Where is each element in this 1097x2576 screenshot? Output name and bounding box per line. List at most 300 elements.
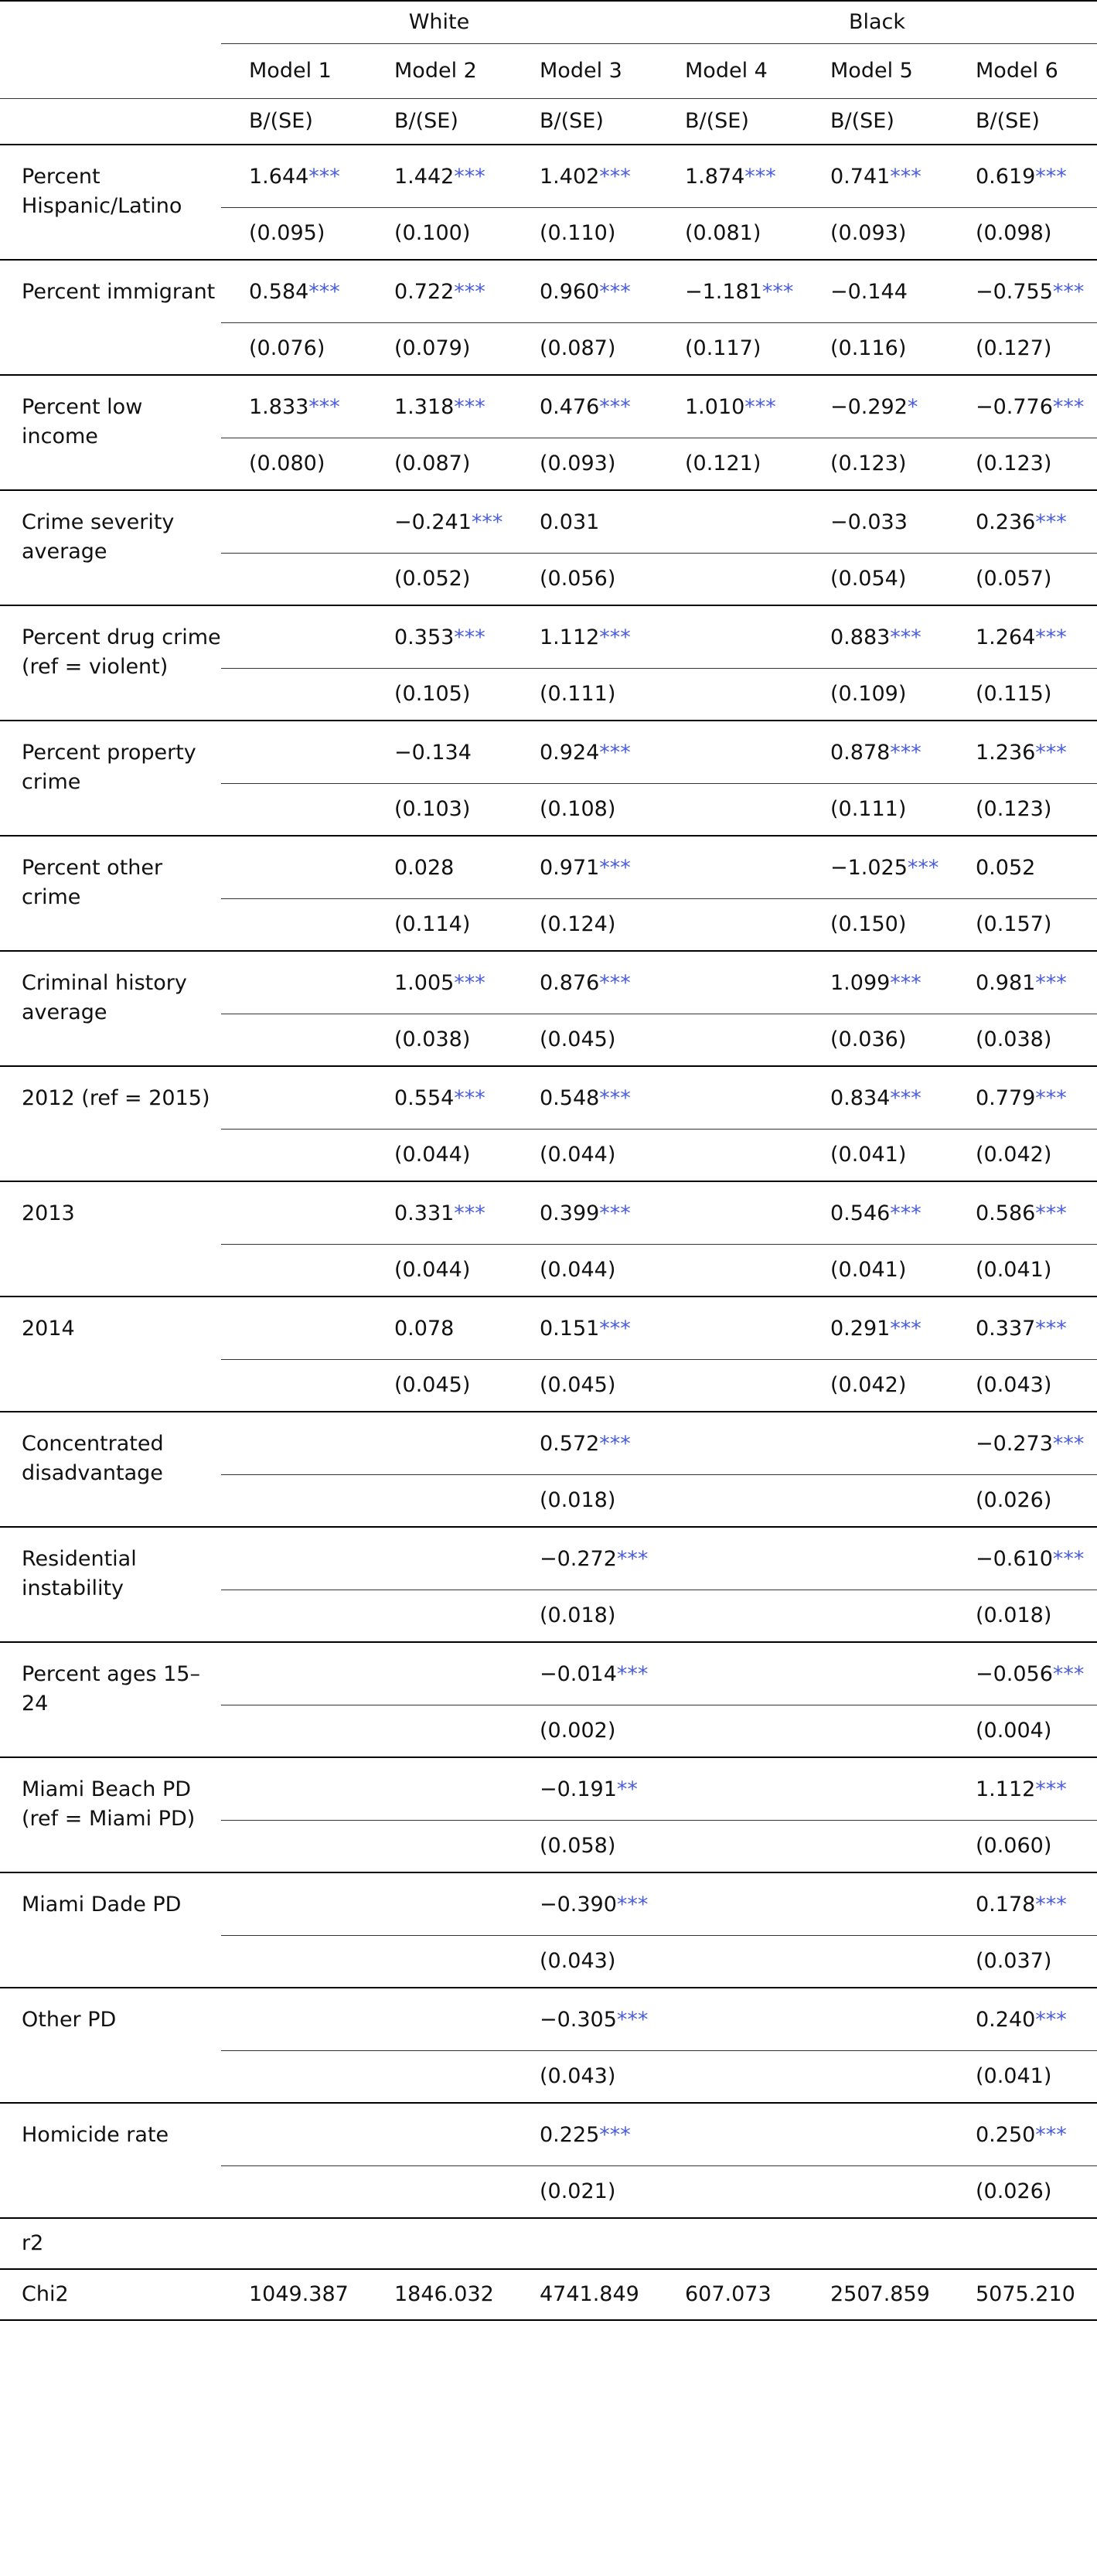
coefficient-cell <box>221 721 366 784</box>
coefficient-cell <box>366 951 512 1014</box>
coefficient-cell <box>657 145 802 208</box>
unit-header: B/(SE) <box>221 99 366 145</box>
significance-stars: *** <box>599 741 631 765</box>
row-label: 2014 <box>0 1297 221 1412</box>
coefficient-cell <box>221 2103 366 2166</box>
coefficient-value: 1.644 <box>249 165 309 189</box>
standard-error-cell: (0.080) <box>221 438 366 491</box>
standard-error-cell: (0.157) <box>948 899 1097 952</box>
coefficient-cell <box>948 1527 1097 1590</box>
standard-error-cell <box>221 2166 366 2219</box>
standard-error-cell <box>657 1130 802 1182</box>
coefficient-cell <box>948 1757 1097 1821</box>
coefficient-value: −0.191 <box>540 1777 617 1801</box>
coefficient-cell <box>221 145 366 208</box>
coefficient-value: 0.353 <box>394 625 455 649</box>
chi2-value: 4741.849 <box>512 2269 657 2320</box>
significance-stars: *** <box>890 1086 922 1110</box>
coefficient-cell <box>366 1066 512 1130</box>
coefficient-cell <box>512 836 657 899</box>
standard-error-cell: (0.044) <box>512 1245 657 1297</box>
standard-error-cell: (0.057) <box>948 554 1097 606</box>
standard-error-cell: (0.081) <box>657 208 802 261</box>
row-label: Miami Beach PD (ref = Miami PD) <box>0 1757 221 1872</box>
coefficient-cell <box>802 1527 948 1590</box>
coefficient-value: 0.236 <box>976 510 1036 534</box>
row-label: Percent low income <box>0 375 221 490</box>
significance-stars: *** <box>1052 395 1085 419</box>
table-row <box>0 836 1097 899</box>
standard-error-cell <box>366 1936 512 1988</box>
coefficient-value: −1.025 <box>830 856 908 880</box>
standard-error-cell <box>657 899 802 952</box>
coefficient-value: 0.548 <box>540 1086 600 1110</box>
coefficient-cell <box>948 375 1097 438</box>
coefficient-value: 0.291 <box>830 1317 891 1341</box>
coefficient-cell <box>512 375 657 438</box>
coefficient-cell <box>948 1872 1097 1936</box>
standard-error-cell <box>657 1014 802 1067</box>
coefficient-value: 0.572 <box>540 1432 600 1456</box>
standard-error-cell <box>221 1245 366 1297</box>
significance-stars: *** <box>454 1086 485 1110</box>
significance-stars: *** <box>454 280 485 304</box>
coefficient-cell <box>802 1297 948 1360</box>
standard-error-cell: (0.041) <box>802 1130 948 1182</box>
standard-error-cell: (0.116) <box>802 323 948 376</box>
coefficient-cell <box>512 1872 657 1936</box>
standard-error-cell <box>221 1130 366 1182</box>
standard-error-cell: (0.043) <box>948 1360 1097 1412</box>
coefficient-value: −0.241 <box>394 510 472 534</box>
significance-stars: *** <box>1035 971 1067 995</box>
coefficient-value: 0.031 <box>540 510 600 534</box>
coefficient-value: 0.883 <box>830 625 891 649</box>
row-label: Criminal history average <box>0 951 221 1066</box>
model-header: Model 6 <box>948 44 1097 99</box>
significance-stars: *** <box>454 165 485 189</box>
coefficient-cell <box>366 836 512 899</box>
coefficient-value: 0.584 <box>249 280 309 304</box>
coefficient-value: 0.476 <box>540 395 600 419</box>
coefficient-value: 1.402 <box>540 165 600 189</box>
coefficient-value: 0.028 <box>394 856 455 880</box>
chi2-value: 5075.210 <box>948 2269 1097 2320</box>
coefficient-cell <box>512 1988 657 2051</box>
chi2-value: 1049.387 <box>221 2269 366 2320</box>
standard-error-cell: (0.042) <box>948 1130 1097 1182</box>
coefficient-cell <box>366 375 512 438</box>
coefficient-cell <box>512 260 657 323</box>
standard-error-cell: (0.110) <box>512 208 657 261</box>
coefficient-cell <box>512 605 657 669</box>
standard-error-cell: (0.045) <box>512 1014 657 1067</box>
coefficient-value: 1.264 <box>976 625 1036 649</box>
unit-header: B/(SE) <box>657 99 802 145</box>
significance-stars: *** <box>1035 510 1067 534</box>
standard-error-cell: (0.018) <box>948 1590 1097 1643</box>
standard-error-cell: (0.038) <box>948 1014 1097 1067</box>
significance-stars: *** <box>890 741 922 765</box>
standard-error-cell <box>366 2166 512 2219</box>
coefficient-cell <box>221 375 366 438</box>
coefficient-cell <box>802 375 948 438</box>
coefficient-cell <box>512 1066 657 1130</box>
standard-error-cell: (0.079) <box>366 323 512 376</box>
row-label: 2012 (ref = 2015) <box>0 1066 221 1181</box>
coefficient-cell <box>512 145 657 208</box>
coefficient-value: 0.834 <box>830 1086 891 1110</box>
standard-error-cell: (0.021) <box>512 2166 657 2219</box>
coefficient-cell <box>512 1297 657 1360</box>
significance-stars: *** <box>1052 1432 1085 1456</box>
chi2-value: 607.073 <box>657 2269 802 2320</box>
significance-stars: * <box>907 395 918 419</box>
coefficient-cell <box>512 951 657 1014</box>
standard-error-cell <box>221 1705 366 1758</box>
significance-stars: *** <box>1035 2008 1067 2032</box>
standard-error-cell: (0.076) <box>221 323 366 376</box>
significance-stars: *** <box>761 280 794 304</box>
coefficient-value: −0.272 <box>540 1547 617 1571</box>
significance-stars: *** <box>890 165 922 189</box>
standard-error-cell: (0.045) <box>512 1360 657 1412</box>
coefficient-cell <box>366 1988 512 2051</box>
coefficient-cell <box>221 1066 366 1130</box>
coefficient-cell <box>366 2103 512 2166</box>
significance-stars: *** <box>471 510 503 534</box>
coefficient-cell <box>366 1872 512 1936</box>
coefficient-cell <box>948 721 1097 784</box>
table-row <box>0 145 1097 208</box>
standard-error-cell <box>366 2051 512 2104</box>
model-header: Model 4 <box>657 44 802 99</box>
unit-header: B/(SE) <box>512 99 657 145</box>
standard-error-cell: (0.103) <box>366 784 512 837</box>
significance-stars: *** <box>599 625 631 649</box>
coefficient-value: −0.273 <box>976 1432 1053 1456</box>
row-label: Percent Hispanic/Latino <box>0 145 221 260</box>
coefficient-value: 0.779 <box>976 1086 1036 1110</box>
coefficient-cell <box>221 490 366 554</box>
coefficient-cell <box>657 2103 802 2166</box>
standard-error-cell <box>657 1590 802 1643</box>
coefficient-value: 1.442 <box>394 165 455 189</box>
significance-stars: *** <box>1035 1893 1067 1917</box>
coefficient-value: 1.112 <box>976 1777 1036 1801</box>
coefficient-value: −0.390 <box>540 1893 617 1917</box>
coefficient-cell <box>657 1642 802 1705</box>
coefficient-cell <box>366 1297 512 1360</box>
standard-error-cell: (0.114) <box>366 899 512 952</box>
significance-stars: *** <box>744 165 776 189</box>
coefficient-value: 0.878 <box>830 741 891 765</box>
coefficient-cell <box>802 1642 948 1705</box>
standard-error-cell <box>802 2166 948 2219</box>
significance-stars: *** <box>890 1317 922 1341</box>
group-header-black: Black <box>657 1 1097 44</box>
row-label: Residential instability <box>0 1527 221 1642</box>
coefficient-cell <box>802 145 948 208</box>
unit-header: B/(SE) <box>948 99 1097 145</box>
significance-stars: *** <box>744 395 776 419</box>
table-row <box>0 605 1097 669</box>
unit-header: B/(SE) <box>802 99 948 145</box>
significance-stars: *** <box>599 165 631 189</box>
standard-error-cell <box>221 554 366 606</box>
standard-error-cell <box>657 1705 802 1758</box>
coefficient-cell <box>221 1642 366 1705</box>
row-label: Percent property crime <box>0 721 221 836</box>
standard-error-cell: (0.026) <box>948 1475 1097 1528</box>
standard-error-cell: (0.042) <box>802 1360 948 1412</box>
significance-stars: *** <box>1052 1547 1085 1571</box>
coefficient-cell <box>366 721 512 784</box>
coefficient-value: −0.134 <box>394 741 472 765</box>
coefficient-cell <box>657 490 802 554</box>
standard-error-cell: (0.041) <box>802 1245 948 1297</box>
coefficient-value: 1.005 <box>394 971 455 995</box>
coefficient-cell <box>948 1181 1097 1245</box>
standard-error-cell: (0.087) <box>366 438 512 491</box>
standard-error-cell: (0.036) <box>802 1014 948 1067</box>
standard-error-cell: (0.037) <box>948 1936 1097 1988</box>
significance-stars: *** <box>599 1201 631 1225</box>
significance-stars: *** <box>1035 1201 1067 1225</box>
coefficient-cell <box>657 1527 802 1590</box>
row-label: Percent ages 15–24 <box>0 1642 221 1757</box>
coefficient-value: 0.151 <box>540 1317 600 1341</box>
significance-stars: *** <box>599 2123 631 2147</box>
table-row <box>0 1872 1097 1936</box>
row-label: Concentrated disadvantage <box>0 1412 221 1527</box>
coefficient-value: 1.236 <box>976 741 1036 765</box>
coefficient-cell <box>366 1181 512 1245</box>
coefficient-cell <box>657 1757 802 1821</box>
table-row <box>0 1757 1097 1821</box>
standard-error-cell <box>802 2051 948 2104</box>
coefficient-cell <box>221 1757 366 1821</box>
coefficient-value: 0.722 <box>394 280 455 304</box>
coefficient-cell <box>802 2103 948 2166</box>
coefficient-cell <box>657 951 802 1014</box>
coefficient-cell <box>366 1642 512 1705</box>
coefficient-cell <box>657 1181 802 1245</box>
significance-stars: *** <box>1035 625 1067 649</box>
coefficient-cell <box>948 1988 1097 2051</box>
significance-stars: *** <box>454 1201 485 1225</box>
coefficient-cell <box>802 951 948 1014</box>
table-body <box>0 145 1097 2218</box>
coefficient-cell <box>366 260 512 323</box>
coefficient-value: 0.546 <box>830 1201 891 1225</box>
coefficient-value: 0.331 <box>394 1201 455 1225</box>
coefficient-value: 0.225 <box>540 2123 600 2147</box>
standard-error-cell <box>802 1705 948 1758</box>
table-row <box>0 1181 1097 1245</box>
coefficient-value: 0.337 <box>976 1317 1036 1341</box>
standard-error-cell: (0.002) <box>512 1705 657 1758</box>
standard-error-cell: (0.123) <box>948 438 1097 491</box>
coefficient-value: −0.776 <box>976 395 1053 419</box>
significance-stars: *** <box>890 971 922 995</box>
standard-error-cell <box>657 1821 802 1873</box>
coefficient-value: −0.014 <box>540 1662 617 1686</box>
coefficient-value: 0.924 <box>540 741 600 765</box>
row-label: Percent drug crime (ref = violent) <box>0 605 221 721</box>
model-header: Model 1 <box>221 44 366 99</box>
standard-error-cell: (0.100) <box>366 208 512 261</box>
coefficient-cell <box>948 1297 1097 1360</box>
standard-error-cell: (0.043) <box>512 1936 657 1988</box>
significance-stars: ** <box>616 1777 638 1801</box>
significance-stars: *** <box>616 1662 649 1686</box>
coefficient-cell <box>512 1527 657 1590</box>
standard-error-cell <box>657 669 802 721</box>
significance-stars: *** <box>1052 280 1085 304</box>
standard-error-cell: (0.111) <box>802 784 948 837</box>
coefficient-value: 0.971 <box>540 856 600 880</box>
chi2-label: Chi2 <box>0 2269 221 2320</box>
table-row <box>0 951 1097 1014</box>
standard-error-cell <box>221 2051 366 2104</box>
significance-stars: *** <box>599 1086 631 1110</box>
table-row <box>0 490 1097 554</box>
standard-error-cell: (0.093) <box>802 208 948 261</box>
coefficient-value: −0.610 <box>976 1547 1053 1571</box>
coefficient-value: 1.099 <box>830 971 891 995</box>
row-label: Other PD <box>0 1988 221 2103</box>
standard-error-cell: (0.105) <box>366 669 512 721</box>
coefficient-cell <box>221 836 366 899</box>
table-row <box>0 721 1097 784</box>
standard-error-cell: (0.044) <box>366 1245 512 1297</box>
coefficient-cell <box>221 1527 366 1590</box>
standard-error-cell <box>366 1821 512 1873</box>
coefficient-cell <box>366 1527 512 1590</box>
significance-stars: *** <box>599 856 631 880</box>
coefficient-cell <box>948 836 1097 899</box>
coefficient-value: 1.874 <box>685 165 745 189</box>
standard-error-cell <box>802 1590 948 1643</box>
coefficient-value: −0.292 <box>830 395 908 419</box>
model-header: Model 5 <box>802 44 948 99</box>
coefficient-value: −0.755 <box>976 280 1053 304</box>
row-label: Miami Dade PD <box>0 1872 221 1988</box>
standard-error-cell: (0.087) <box>512 323 657 376</box>
coefficient-cell <box>512 1181 657 1245</box>
coefficient-cell <box>948 1412 1097 1475</box>
coefficient-value: 1.010 <box>685 395 745 419</box>
model-header: Model 2 <box>366 44 512 99</box>
standard-error-cell <box>657 554 802 606</box>
coefficient-cell <box>802 1181 948 1245</box>
coefficient-cell <box>512 490 657 554</box>
significance-stars: *** <box>599 280 631 304</box>
standard-error-cell: (0.115) <box>948 669 1097 721</box>
coefficient-cell <box>657 260 802 323</box>
coefficient-cell <box>948 260 1097 323</box>
coefficient-cell <box>657 375 802 438</box>
coefficient-cell <box>802 1988 948 2051</box>
coefficient-cell <box>657 836 802 899</box>
standard-error-cell <box>802 1475 948 1528</box>
standard-error-cell: (0.060) <box>948 1821 1097 1873</box>
row-label: 2013 <box>0 1181 221 1297</box>
coefficient-value: 1.112 <box>540 625 600 649</box>
significance-stars: *** <box>599 1432 631 1456</box>
table-row <box>0 1412 1097 1475</box>
significance-stars: *** <box>454 625 485 649</box>
significance-stars: *** <box>599 1317 631 1341</box>
standard-error-cell: (0.018) <box>512 1590 657 1643</box>
significance-stars: *** <box>599 971 631 995</box>
standard-error-cell <box>657 1360 802 1412</box>
significance-stars: *** <box>1035 2123 1067 2147</box>
coefficient-cell <box>657 1988 802 2051</box>
significance-stars: *** <box>308 395 340 419</box>
r2-label: r2 <box>0 2218 221 2269</box>
standard-error-cell: (0.123) <box>948 784 1097 837</box>
table-row <box>0 260 1097 323</box>
standard-error-cell: (0.041) <box>948 2051 1097 2104</box>
standard-error-cell <box>657 1936 802 1988</box>
coefficient-value: 0.741 <box>830 165 891 189</box>
standard-error-cell <box>221 1360 366 1412</box>
standard-error-cell: (0.127) <box>948 323 1097 376</box>
significance-stars: *** <box>1052 1662 1085 1686</box>
standard-error-cell: (0.124) <box>512 899 657 952</box>
standard-error-cell: (0.093) <box>512 438 657 491</box>
standard-error-cell: (0.123) <box>802 438 948 491</box>
coefficient-cell <box>948 605 1097 669</box>
standard-error-cell: (0.044) <box>366 1130 512 1182</box>
standard-error-cell: (0.004) <box>948 1705 1097 1758</box>
standard-error-cell <box>221 1475 366 1528</box>
chi2-value: 2507.859 <box>802 2269 948 2320</box>
standard-error-cell: (0.121) <box>657 438 802 491</box>
coefficient-cell <box>512 721 657 784</box>
standard-error-cell: (0.108) <box>512 784 657 837</box>
table-row <box>0 1066 1097 1130</box>
significance-stars: *** <box>1035 165 1067 189</box>
coefficient-cell <box>802 1872 948 1936</box>
standard-error-cell: (0.109) <box>802 669 948 721</box>
table-row <box>0 375 1097 438</box>
standard-error-cell: (0.056) <box>512 554 657 606</box>
standard-error-cell <box>221 899 366 952</box>
table-row <box>0 1297 1097 1360</box>
coefficient-value: 0.554 <box>394 1086 455 1110</box>
coefficient-value: 0.078 <box>394 1317 455 1341</box>
significance-stars: *** <box>616 1893 649 1917</box>
standard-error-cell: (0.043) <box>512 2051 657 2104</box>
standard-error-cell <box>221 669 366 721</box>
coefficient-value: −0.033 <box>830 510 908 534</box>
standard-error-cell <box>802 1936 948 1988</box>
significance-stars: *** <box>1035 1777 1067 1801</box>
coefficient-cell <box>366 1412 512 1475</box>
coefficient-cell <box>512 2103 657 2166</box>
table-row <box>0 1527 1097 1590</box>
coefficient-value: −1.181 <box>685 280 762 304</box>
standard-error-cell <box>657 2051 802 2104</box>
significance-stars: *** <box>308 165 340 189</box>
row-label: Percent other crime <box>0 836 221 951</box>
significance-stars: *** <box>308 280 340 304</box>
standard-error-cell <box>657 784 802 837</box>
coefficient-cell <box>221 1181 366 1245</box>
